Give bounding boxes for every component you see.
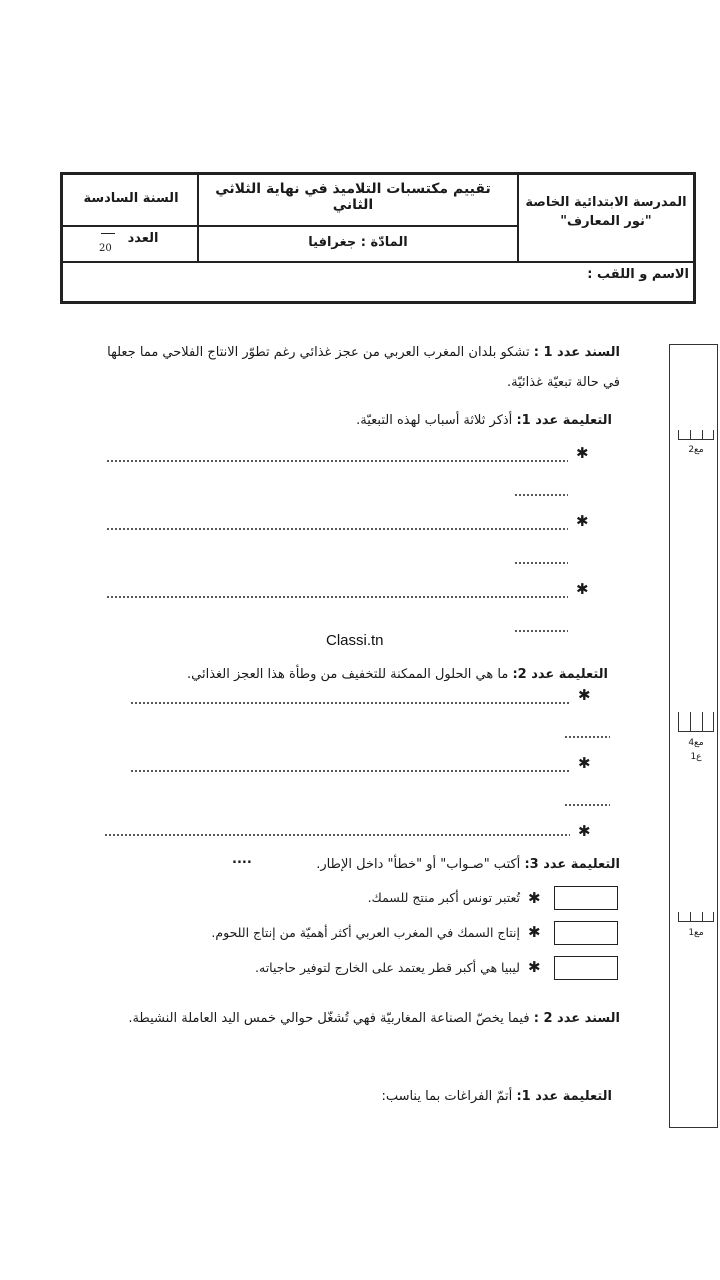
answer-line[interactable] (514, 630, 568, 632)
answer-line[interactable] (106, 596, 568, 598)
question-4-text: أتمّ الفراغات بما يناسب: (381, 1089, 513, 1104)
exam-title: تقييم مكتسبات التلاميذ في نهاية الثلاثي الثاني (215, 181, 491, 213)
answer-line[interactable] (106, 528, 568, 530)
statement-2: إنتاج السمك في المغرب العربي أكثر أهميّة من إنتاج اللحوم. (211, 925, 520, 940)
question-4 (300, 1082, 612, 1112)
leading-dots: .... (232, 852, 252, 867)
bullet-star: ✱ (528, 889, 541, 907)
score-margin (669, 344, 718, 1128)
answer-line[interactable] (514, 562, 568, 564)
school-line2: "نور المعارف" (560, 214, 652, 229)
statement-3: ليبيا هي أكبر قطر يعتمد على الخارج لتوفير حاجياته. (255, 960, 520, 975)
school-line1: المدرسة الابتدائية الخاصة (525, 195, 687, 210)
tick-mark (690, 912, 691, 922)
grade-level: السنة السادسة (83, 191, 179, 206)
answer-line[interactable] (564, 804, 610, 806)
true-false-box-2[interactable] (554, 921, 618, 945)
question-3-label: التعليمة عدد 3: (524, 857, 620, 872)
watermark: Classi.tn (326, 632, 384, 649)
answer-line[interactable] (514, 494, 568, 496)
true-false-box-1[interactable] (554, 886, 618, 910)
score-ticks (678, 712, 714, 732)
school-name (521, 195, 691, 229)
name-field-label: الاسم و اللقب : (587, 267, 689, 282)
divider (63, 225, 517, 227)
question-2-text: ما هي الحلول الممكنة للتخفيف من وطأة هذا العجز الغذائي. (187, 667, 509, 682)
margin-label-2b: ع1 (690, 752, 702, 762)
question-2 (100, 660, 608, 690)
bullet-star: ✱ (528, 923, 541, 941)
score-total: 20 (99, 243, 112, 254)
divider (63, 261, 693, 263)
answer-line[interactable] (564, 736, 610, 738)
bullet-star: ✱ (528, 958, 541, 976)
header-table (60, 172, 696, 304)
bullet-star: ✱ (578, 822, 591, 840)
question-3-text: أكتب "صـواب" أو "خطأ" داخل الإطار. (316, 857, 521, 872)
document-2-text: فيما يخصّ الصناعة المغاربيّة فهي تُشغّل حوالي خمس اليد العاملة النشيطة. (128, 1011, 530, 1026)
divider (517, 175, 519, 261)
score-ticks (678, 430, 714, 440)
answer-line[interactable] (130, 770, 570, 772)
score-line (101, 233, 115, 234)
margin-label-3: مع1 (688, 928, 704, 938)
document-1-title: السند عدد 1 : (533, 345, 620, 360)
document-2-title: السند عدد 2 : (533, 1011, 620, 1026)
question-1 (100, 406, 612, 436)
tick-mark (702, 430, 703, 440)
question-2-label: التعليمة عدد 2: (512, 667, 608, 682)
bullet-star: ✱ (576, 512, 589, 530)
document-2 (120, 1004, 620, 1034)
question-1-text: أذكر ثلاثة أسباب لهذه التبعيّة. (356, 413, 513, 428)
bullet-star: ✱ (576, 444, 589, 462)
tick-mark (690, 430, 691, 440)
subject: المادّة : جغرافيا (308, 235, 408, 250)
true-false-box-3[interactable] (554, 956, 618, 980)
statement-1: تُعتبر تونس أكبر منتج للسمك. (367, 890, 520, 905)
tick-mark (702, 712, 703, 732)
answer-line[interactable] (130, 702, 570, 704)
score-label: العدد (127, 231, 159, 246)
question-1-label: التعليمة عدد 1: (516, 413, 612, 428)
bullet-star: ✱ (576, 580, 589, 598)
tick-mark (702, 912, 703, 922)
margin-label-1: مع2 (688, 445, 704, 455)
answer-line[interactable] (104, 834, 570, 836)
document-1-text: تشكو بلدان المغرب العربي من عجز غذائي رغم تطوّر الانتاج الفلاحي مما جعلها في حالة تبعيّة غذائيّة. (107, 345, 620, 390)
question-4-label: التعليمة عدد 1: (516, 1089, 612, 1104)
answer-line[interactable] (106, 460, 568, 462)
question-3 (260, 850, 620, 880)
bullet-star: ✱ (578, 686, 591, 704)
tick-mark (690, 712, 691, 732)
margin-label-2a: مع4 (688, 738, 704, 748)
document-1 (100, 338, 620, 398)
bullet-star: ✱ (578, 754, 591, 772)
score-ticks (678, 912, 714, 922)
